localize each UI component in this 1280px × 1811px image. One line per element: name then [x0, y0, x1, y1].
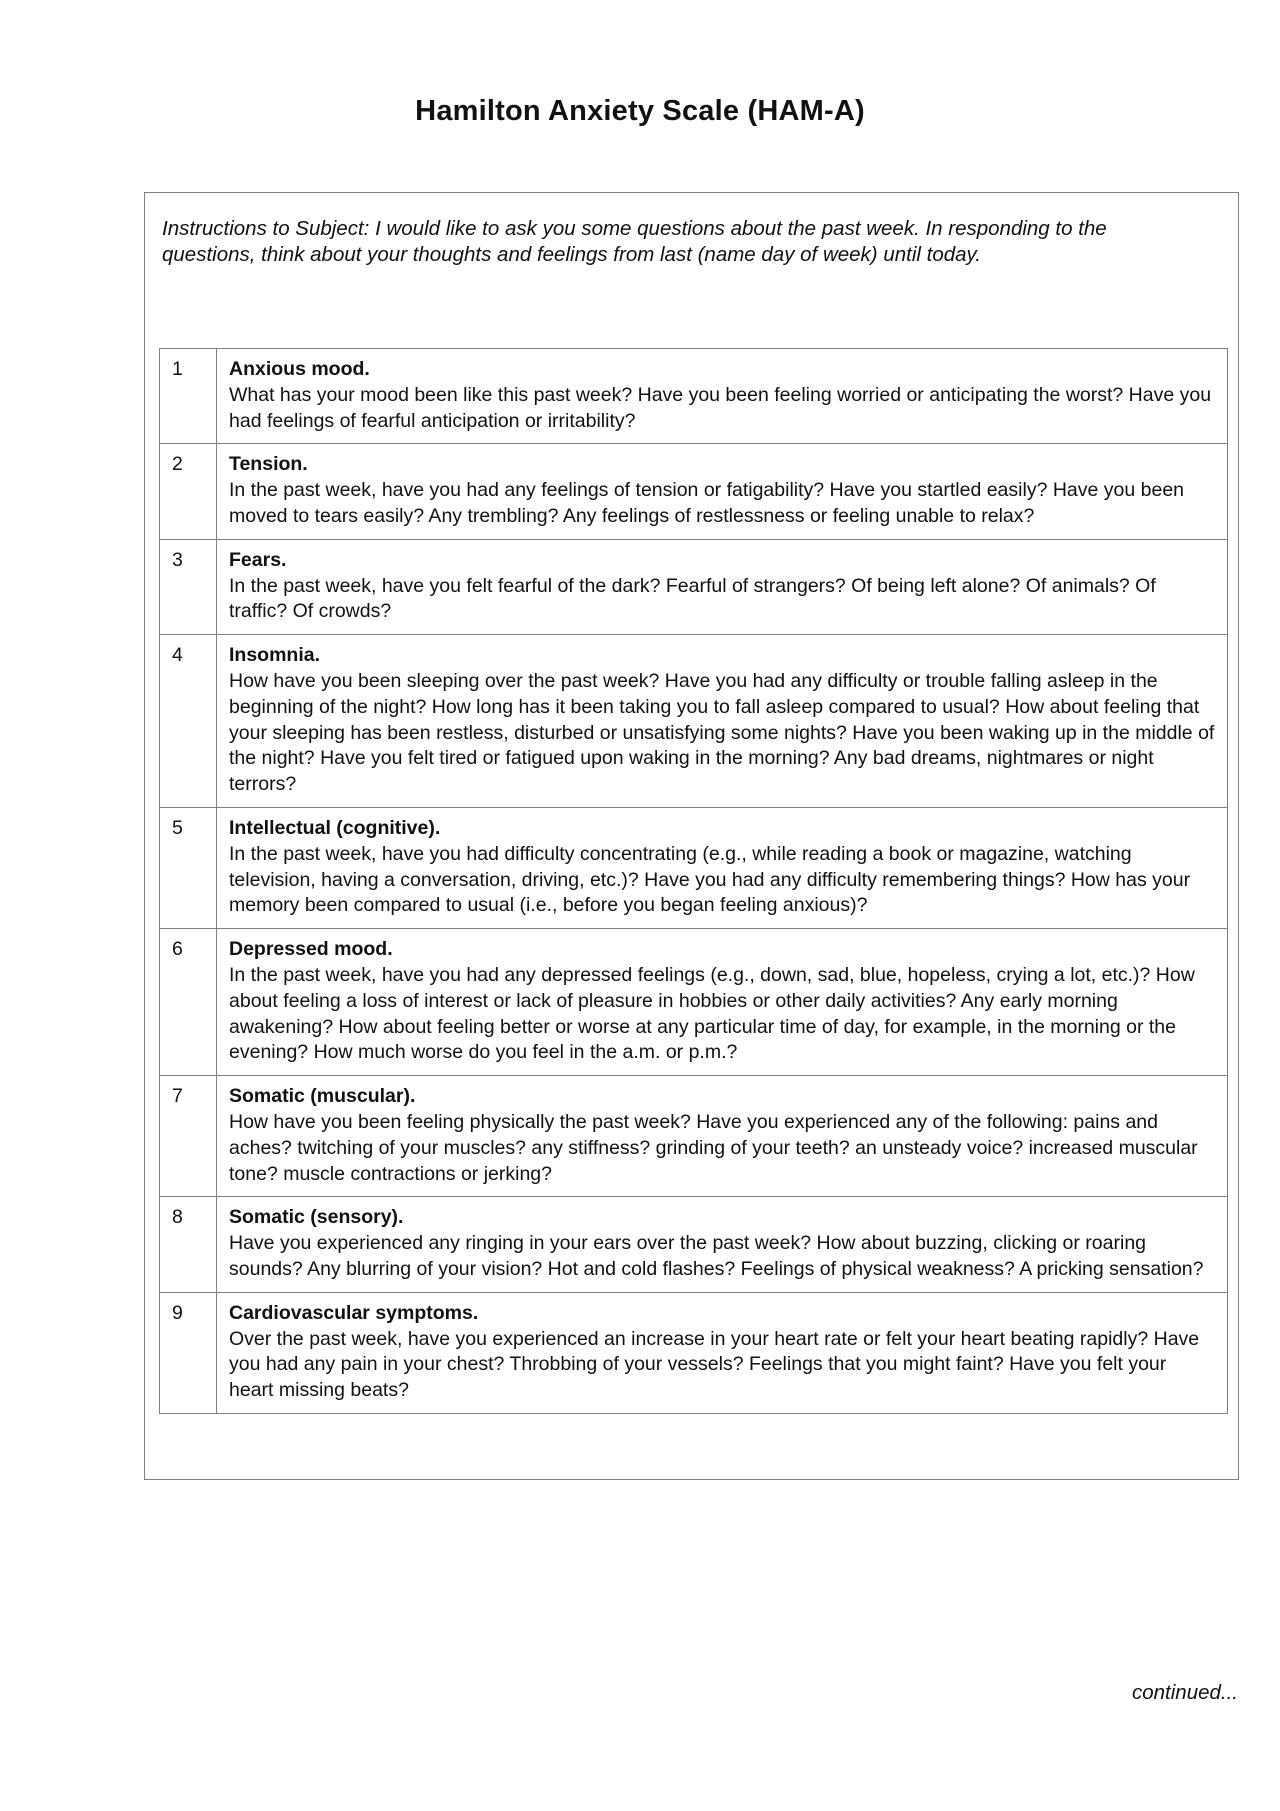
table-row [160, 349, 1228, 444]
item-content [217, 807, 1228, 928]
instructions-text: Instructions to Subject: I would like to ask you some questions about the past week. In responding to the questions, think about your thoughts and feelings from last (name day of week) until today. [162, 217, 1107, 266]
item-content [217, 635, 1228, 808]
item-title: Cardiovascular symptoms. [229, 1301, 479, 1324]
item-title: Insomnia. [229, 644, 321, 667]
table-row [160, 635, 1228, 808]
item-content [217, 444, 1228, 539]
table-row [160, 539, 1228, 634]
item-number: 5 [160, 807, 217, 928]
item-question-text: In the past week, have you felt fearful of the dark? Fearful of strangers? Of being left alone? Of animals? Of traffic? Of crowds? [229, 574, 1156, 623]
item-title: Fears. [229, 548, 287, 571]
item-number: 2 [160, 444, 217, 539]
item-number: 1 [160, 349, 217, 444]
item-question-text: How have you been feeling physically the past week? Have you experienced any of the following: pains and aches? twitching of your muscles? any stiffness? grinding of your teeth? an unsteady voice? increased muscular tone? muscle contractions or jerking? [229, 1110, 1198, 1185]
item-content [217, 1292, 1228, 1413]
item-title: Somatic (sensory). [229, 1206, 404, 1229]
item-question-text: What has your mood been like this past week? Have you been feeling worried or anticipating the worst? Have you had feelings of fearful anticipation or irritability? [229, 383, 1212, 432]
item-title: Intellectual (cognitive). [229, 816, 441, 839]
item-question-text: How have you been sleeping over the past week? Have you had any difficulty or trouble falling asleep in the beginning of the night? How long has it been taking you to fall asleep compared to usual? How about feeling that your sleeping has been restless, disturbed or unsatisfying some nights? Have you been waking up in the middle of the night? Have you felt tired or fatigued upon waking in the morning? Any bad dreams, nightmares or night terrors? [229, 669, 1215, 796]
item-content [217, 929, 1228, 1076]
page-title: Hamilton Anxiety Scale (HAM-A) [415, 95, 865, 127]
item-title: Tension. [229, 453, 308, 476]
item-number: 7 [160, 1076, 217, 1197]
table-row [160, 1292, 1228, 1413]
table-row [160, 444, 1228, 539]
question-table [159, 348, 1228, 1414]
item-content [217, 539, 1228, 634]
item-question-text: In the past week, have you had difficulty concentrating (e.g., while reading a book or magazine, watching television, having a conversation, driving, etc.)? Have you had any difficulty remembering things? How has your memory been compared to usual (i.e., before you began feeling anxious)? [229, 842, 1191, 917]
table-row [160, 929, 1228, 1076]
item-content [217, 1197, 1228, 1292]
item-question-text: Have you experienced any ringing in your ears over the past week? How about buzzing, clicking or roaring sounds? Any blurring of your vision? Hot and cold flashes? Feelings of physical weakness? A pricking sensation? [229, 1232, 1204, 1280]
item-question-text: Over the past week, have you experienced an increase in your heart rate or felt your heart beating rapidly? Have you had any pain in your chest? Throbbing of your vessels? Feelings that you might faint? Have you felt your heart missing beats? [229, 1327, 1200, 1402]
item-number: 8 [160, 1197, 217, 1292]
item-number: 9 [160, 1292, 217, 1413]
item-question-text: In the past week, have you had any depressed feelings (e.g., down, sad, blue, hopeless, crying a lot, etc.)? How about feeling a loss of interest or lack of pleasure in hobbies or other daily activities? Any early morning awakening? How about feeling better or worse at any particular time of day, for example, in the morning or the evening? How much worse do you feel in the a.m. or p.m.? [229, 963, 1195, 1064]
item-number: 6 [160, 929, 217, 1076]
item-number: 3 [160, 539, 217, 634]
item-number: 4 [160, 635, 217, 808]
item-question-text: In the past week, have you had any feelings of tension or fatigability? Have you startled easily? Have you been moved to tears easily? Any trembling? Any feelings of restlessness or feeling unable to relax? [229, 479, 1185, 527]
item-content [217, 349, 1228, 444]
item-title: Somatic (muscular). [229, 1085, 416, 1108]
item-title: Depressed mood. [229, 938, 393, 961]
continued-note: continued... [1132, 1681, 1238, 1704]
item-title: Anxious mood. [229, 358, 370, 380]
item-content [217, 1076, 1228, 1197]
table-row [160, 1197, 1228, 1292]
table-row [160, 807, 1228, 928]
table-row [160, 1076, 1228, 1197]
